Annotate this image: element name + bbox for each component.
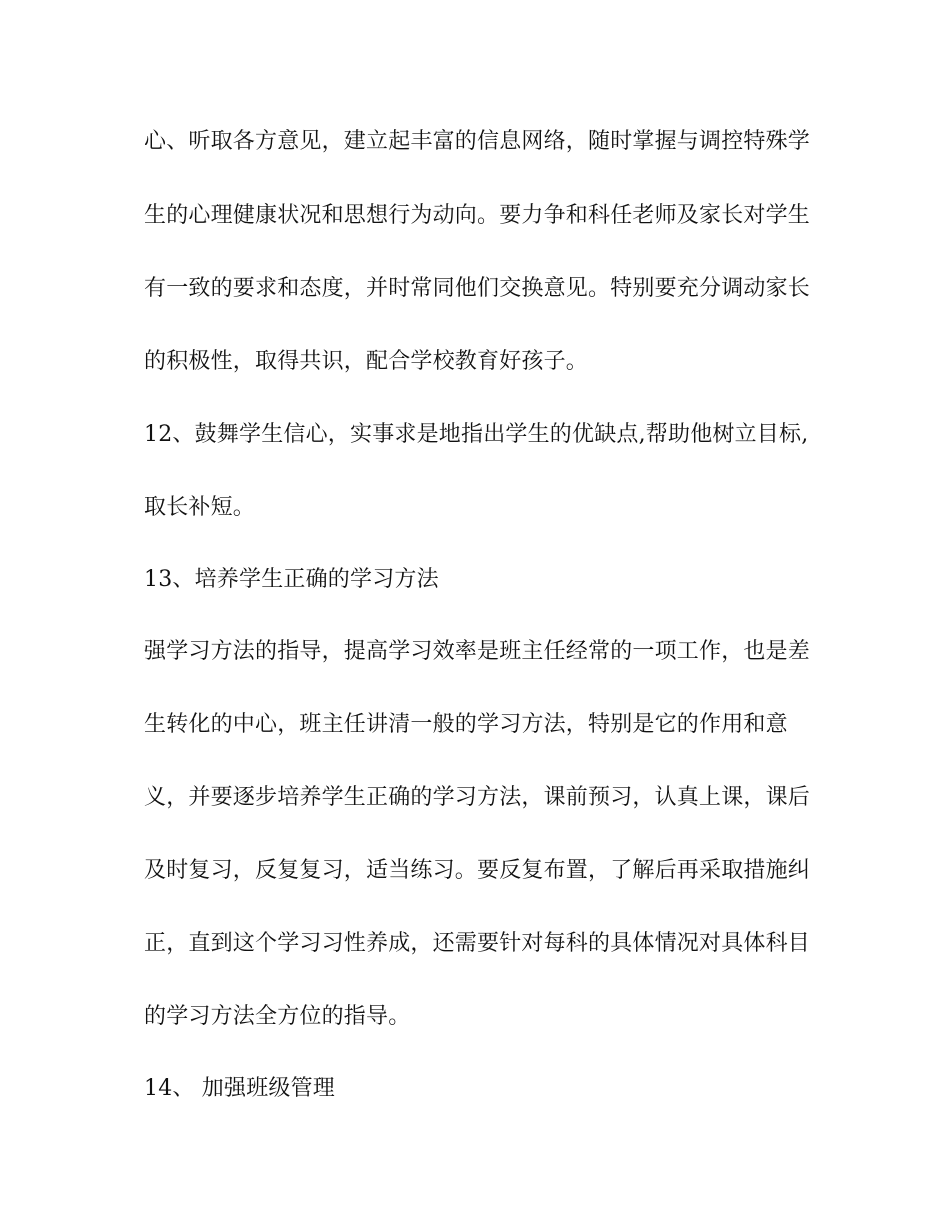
text-line: 生的心理健康状况和思想行为动向。要力争和科任老师及家长对学生 [144, 203, 811, 228]
section-heading-14: 14、 加强班级管理 [144, 1076, 335, 1101]
text-line: 有一致的要求和态度，并时常同他们交换意见。特别要充分调动家长 [144, 276, 811, 301]
text-line: 生转化的中心，班主任讲清一般的学习方法，特别是它的作用和意 [144, 712, 788, 737]
text-line: 的学习方法全方位的指导。 [144, 1004, 411, 1029]
text-line: 义，并要逐步培养学生正确的学习方法，课前预习，认真上课，课后 [144, 785, 811, 810]
section-heading-12: 12、鼓舞学生信心，实事求是地指出学生的优缺点,帮助他树立目标, [144, 422, 809, 447]
text-line: 心、听取各方意见，建立起丰富的信息网络，随时掌握与调控特殊学 [144, 129, 811, 154]
section-heading-13: 13、培养学生正确的学习方法 [144, 567, 439, 592]
text-line: 取长补短。 [144, 495, 256, 520]
text-line: 正，直到这个学习习性养成，还需要针对每科的具体情况对具体科目 [144, 931, 811, 956]
text-line: 的积极性，取得共识，配合学校教育好孩子。 [144, 349, 589, 374]
text-line: 及时复习，反复复习，适当练习。要反复布置，了解后再采取措施纠 [144, 858, 811, 883]
text-line: 强学习方法的指导，提高学习效率是班主任经常的一项工作，也是差 [144, 639, 811, 664]
